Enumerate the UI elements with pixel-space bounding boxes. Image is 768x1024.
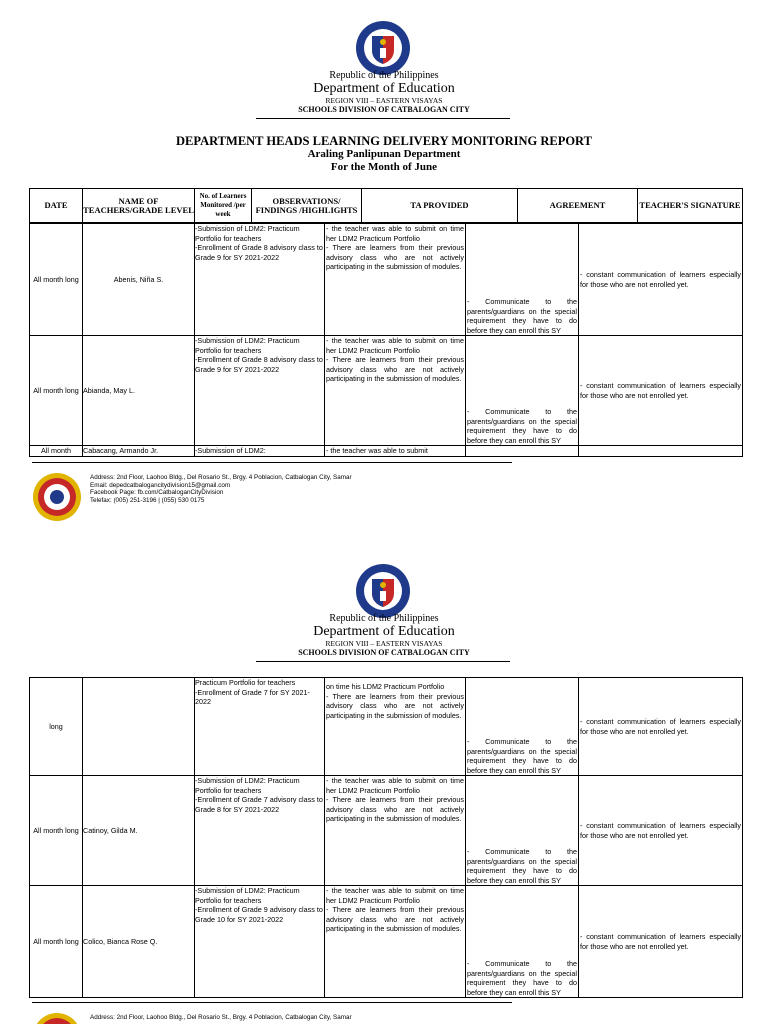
teacher-name-cell: Cabacang, Armando Jr. (83, 446, 195, 457)
ldm-item: -Submission of LDM2: Practicum Portfolio for teachers (195, 224, 300, 243)
findings-cell (195, 776, 325, 886)
enroll-item: -Enrollment of Grade 8 advisory class to Grade 9 for SY 2021-2022 (195, 355, 323, 374)
footer-address: Address: 2nd Floor, Laohoo Bldg., Del Rosario St., Brgy. 4 Poblacion, Catbalogan City, Samar (90, 474, 352, 481)
obs-learners: - There are learners from their previous advisory class who are not actively participating in the submission of modules. (326, 243, 464, 271)
date-cell: All month long (30, 776, 83, 886)
report-period: For the Month of June (330, 161, 438, 173)
footer-divider (32, 462, 512, 463)
obs-ldm: - the teacher was able to submit on time her LDM2 Practicum Portfolio (326, 336, 464, 355)
ldm-item: Practicum Portfolio for teachers (195, 678, 296, 687)
agreement-cell: - constant communication of learners especially for those who are not enrolled yet. (579, 336, 743, 446)
report-title: DEPARTMENT HEADS LEARNING DELIVERY MONITORING REPORT (176, 134, 592, 148)
deped-seal-icon (355, 563, 411, 619)
teacher-name-cell: Abianda, May L. (83, 336, 195, 446)
date-cell: All month (30, 446, 83, 457)
report-department: Araling Panlipunan Department (307, 148, 461, 160)
table-row (30, 446, 743, 457)
page-2 (0, 543, 768, 1024)
agreement-cell: - constant communication of learners especially for those who are not enrolled yet. (579, 224, 743, 336)
observations-cell (325, 678, 466, 776)
ta-cell: - Communicate to the parents/guardians on the special requirement they have to do before they can enroll this SY (466, 224, 579, 336)
monitoring-table-p1 (29, 223, 743, 457)
letterhead (0, 613, 768, 657)
observations-cell: - the teacher was able to submit (325, 446, 466, 457)
observations-cell (325, 886, 466, 998)
teacher-name-cell: Colico, Bianca Rose Q. (83, 886, 195, 998)
division-label: SCHOOLS DIVISION OF CATBALOGAN CITY (298, 105, 470, 114)
republic-label: Republic of the Philippines (329, 613, 439, 624)
agreement-cell: - constant communication of learners especially for those who are not enrolled yet. (579, 776, 743, 886)
footer-email: Email: depedcatbalogancitydivision15@gmail.com (90, 481, 231, 489)
col-ta: TA PROVIDED (362, 189, 518, 223)
agreement-cell: - constant communication of learners especially for those who are not enrolled yet. (579, 678, 743, 776)
date-cell: All month long (30, 224, 83, 336)
date-cell: All month long (30, 336, 83, 446)
report-title-block (0, 134, 768, 174)
col-observations: OBSERVATIONS/ FINDINGS /HIGHLIGHTS (252, 189, 362, 223)
ta-cell: - Communicate to the parents/guardians on the special requirement they have to do before they can enroll this SY (466, 886, 579, 998)
header-divider (256, 661, 510, 662)
obs-ldm: - the teacher was able to submit on time her LDM2 Practicum Portfolio (326, 224, 464, 243)
table-row (30, 776, 743, 886)
findings-cell (195, 224, 325, 336)
footer-text (90, 1014, 352, 1022)
footer-telefax: Telefax: (005) 251-3196 | (055) 530 0175 (90, 496, 205, 504)
findings-cell (195, 678, 325, 776)
col-name: NAME OF TEACHERS/GRADE LEVEL (83, 189, 195, 223)
division-seal-icon (32, 1012, 82, 1024)
table-row (30, 224, 743, 336)
footer-text (90, 474, 352, 504)
footer-divider (32, 1002, 512, 1003)
region-label: REGION VIII – EASTERN VISAYAS (325, 96, 443, 105)
ta-cell (466, 446, 579, 457)
enroll-item: -Enrollment of Grade 8 advisory class to Grade 9 for SY 2021-2022 (195, 243, 323, 262)
deped-seal-icon (355, 20, 411, 76)
col-learners: No. of Learners Monitored /per week (195, 189, 252, 223)
col-agreement: AGREEMENT (518, 189, 638, 223)
department-label: Department of Education (313, 624, 455, 639)
findings-cell (195, 886, 325, 998)
footer-address: Address: 2nd Floor, Laohoo Bldg., Del Rosario St., Brgy. 4 Poblacion, Catbalogan City, Samar (90, 1014, 352, 1021)
findings-cell (195, 336, 325, 446)
obs-ldm: - the teacher was able to submit on time her LDM2 Practicum Portfolio (326, 776, 464, 795)
monitoring-table-p2 (29, 677, 743, 998)
enroll-item: -Enrollment of Grade 9 advisory class to Grade 10 for SY 2021-2022 (195, 905, 323, 924)
agreement-cell: - constant communication of learners especially for those who are not enrolled yet. (579, 886, 743, 998)
col-signature: TEACHER'S SIGNATURE (638, 189, 743, 223)
date-cell: All month long (30, 886, 83, 998)
ldm-item: -Submission of LDM2: Practicum Portfolio for teachers (195, 336, 300, 355)
teacher-name-cell: Catinoy, Gilda M. (83, 776, 195, 886)
ldm-item: -Submission of LDM2: (195, 446, 325, 457)
obs-learners: - There are learners from their previous advisory class who are not actively participating in the submission of modules. (326, 905, 464, 933)
footer (32, 472, 512, 522)
footer-facebook: Facebook Page: fb.com/CatbaloganCityDivision (90, 489, 224, 497)
region-label: REGION VIII – EASTERN VISAYAS (325, 639, 443, 648)
ldm-item: -Submission of LDM2: Practicum Portfolio for teachers (195, 886, 300, 905)
date-cell: long (30, 678, 83, 776)
obs-learners: - There are learners from their previous advisory class who are not actively participating in the submission of modules. (326, 691, 464, 720)
ta-cell: - Communicate to the parents/guardians on the special requirement they have to do before they can enroll this SY (466, 776, 579, 886)
footer-partial (32, 1012, 512, 1024)
observations-cell (325, 336, 466, 446)
enroll-item: -Enrollment of Grade 7 advisory class to Grade 8 for SY 2021-2022 (195, 795, 323, 814)
observations-cell (325, 776, 466, 886)
table-row (30, 678, 743, 776)
observations-cell (325, 224, 466, 336)
division-seal-icon (32, 472, 82, 522)
ta-cell: - Communicate to the parents/guardians on the special requirement they have to do before they can enroll this SY (466, 678, 579, 776)
obs-learners: - There are learners from their previous advisory class who are not actively participating in the submission of modules. (326, 355, 464, 383)
column-header-table (29, 188, 743, 223)
agreement-cell (579, 446, 743, 457)
teacher-name-cell: Abenis, Niña S. (83, 224, 195, 336)
header-divider (256, 118, 510, 119)
obs-learners: - There are learners from their previous advisory class who are not actively participating in the submission of modules. (326, 795, 464, 823)
letterhead (0, 70, 768, 114)
col-date: DATE (30, 189, 83, 223)
division-label: SCHOOLS DIVISION OF CATBALOGAN CITY (298, 648, 470, 657)
obs-ldm: - the teacher was able to submit on time her LDM2 Practicum Portfolio (326, 886, 464, 905)
table-row (30, 336, 743, 446)
enroll-item: -Enrollment of Grade 7 for SY 2021-2022 (195, 687, 310, 706)
republic-label: Republic of the Philippines (329, 70, 439, 81)
ldm-item: -Submission of LDM2: Practicum Portfolio for teachers (195, 776, 300, 795)
department-label: Department of Education (313, 81, 455, 96)
table-row (30, 886, 743, 998)
ta-cell: - Communicate to the parents/guardians on the special requirement they have to do before they can enroll this SY (466, 336, 579, 446)
obs-ldm: on time his LDM2 Practicum Portfolio (326, 682, 445, 691)
teacher-name-cell (83, 678, 195, 776)
